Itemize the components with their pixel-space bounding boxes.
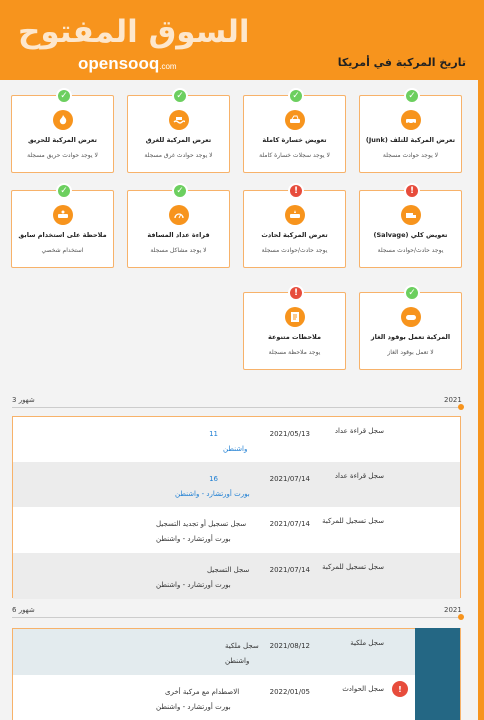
card-title: تعرض المركبة للتلف (Junk) [365,136,456,144]
card-subtitle: لا يوجد حوادث غرق مسجلة [144,152,213,159]
card-gas-fuel[interactable] [359,288,462,370]
table-row[interactable]: سجل قراءة عداد 2021/07/14 16 بورت أورتشارد - واشنطن [13,462,460,507]
row-title: سجل تسجيل للمركبة [322,517,384,525]
logo-arabic[interactable]: السوق المفتوح [18,14,250,50]
card-title: تعرض المركبة للغرق [145,136,212,144]
teal-side-panel [415,628,460,720]
page-title: تاريخ المركبة في أمريكا [337,56,466,69]
card-total-loss[interactable] [243,91,346,173]
row-title: سجل قراءة عداد [334,427,384,435]
warning-icon: ! [404,183,420,199]
row-value: سجل التسجيل [207,566,250,574]
timeline-divider [12,407,458,408]
check-icon: ✓ [288,88,304,104]
row-title: سجل قراءة عداد [334,472,384,480]
timeline-group [12,628,461,720]
notes-icon [285,307,305,327]
usage-icon [53,205,73,225]
card-title: تعرض المركبة لحادث [261,231,328,239]
row-date: 2021/05/13 [269,430,310,438]
table-row[interactable]: سجل قراءة عداد 2021/05/13 11 واشنطن [209,427,384,453]
card-subtitle: يوجد ملاحظة مسجلة [268,349,321,356]
card-flood[interactable] [127,91,230,173]
card-salvage[interactable] [359,186,462,268]
timeline-year: 2021 [444,606,462,614]
check-icon: ✓ [172,88,188,104]
timeline-year: 2021 [444,396,462,404]
timeline-ago: 6 شهور [12,606,35,614]
card-subtitle: لا يوجد حوادث حريق مسجلة [27,152,98,159]
salvage-icon [401,205,421,225]
table-row[interactable] [13,629,460,675]
table-row[interactable] [13,675,460,720]
junk-car-icon [401,110,421,130]
row-location[interactable]: بورت أورتشارد - واشنطن [175,490,250,498]
row-location: بورت أورتشارد - واشنطن [156,581,231,589]
card-subtitle: لا تعمل بوقود الغاز [387,349,434,356]
card-subtitle: يوجد حادث/حوادث مسجلة [377,247,444,254]
row-title: سجل تسجيل للمركبة [322,563,384,571]
accident-warning-icon: ! [392,681,408,697]
row-location[interactable]: واشنطن [223,445,248,453]
row-date: 2022/01/05 [269,688,310,696]
accident-icon [285,205,305,225]
logo-opensooq[interactable] [78,54,177,74]
table-row[interactable] [13,553,460,599]
row-date: 2021/08/12 [269,642,310,650]
warning-icon: ! [288,183,304,199]
header-bar [0,0,484,80]
check-icon: ✓ [56,183,72,199]
timeline-ago: 3 شهور [12,396,35,404]
gas-fuel-icon [401,307,421,327]
card-previous-use[interactable] [11,186,114,268]
card-title: تعويض خسارة كاملة [262,136,327,144]
card-accident[interactable] [243,186,346,268]
timeline-dot [458,614,464,620]
card-odometer[interactable] [127,186,230,268]
odometer-icon [169,205,189,225]
check-icon: ✓ [404,88,420,104]
table-row[interactable] [13,507,460,553]
fire-icon [53,110,73,130]
warning-icon: ! [288,285,304,301]
timeline-dot [458,404,464,410]
card-subtitle: يوجد حادث/حوادث مسجلة [261,247,328,254]
card-title: قراءة عداد المسافة [147,231,210,239]
card-subtitle: استخدام شخصي [41,247,84,254]
check-icon: ✓ [172,183,188,199]
card-subtitle: لا يوجد حوادث مسجلة [382,152,439,159]
row-title: سجل ملكية [350,639,384,647]
row-date: 2021/07/14 [269,566,310,574]
logo-text: opensooq [78,54,160,73]
row-location: بورت أورتشارد - واشنطن [156,703,231,711]
row-value: الاصطدام مع مركبة أخرى [165,688,240,696]
row-date: 2021/07/14 [269,520,310,528]
flood-icon [169,110,189,130]
check-icon: ✓ [404,285,420,301]
row-location: بورت أورتشارد - واشنطن [156,535,231,543]
total-loss-icon [285,110,305,130]
card-notes[interactable] [243,288,346,370]
card-subtitle: لا يوجد سجلات خسارة كاملة [259,152,330,159]
card-title: ملاحظات متنوعة [268,333,321,341]
card-title: ملاحظة على استخدام سابق [18,231,107,239]
row-location: واشنطن [225,657,250,665]
logo-tld: .com [159,62,177,71]
card-junk[interactable] [359,91,462,173]
card-fire[interactable] [11,91,114,173]
check-icon: ✓ [56,88,72,104]
card-subtitle: لا يوجد مشاكل مسجلة [150,247,207,254]
row-title: سجل الحوادث [342,685,384,693]
timeline-divider [12,617,458,618]
card-title: تعويض كلي (Salvage) [373,231,448,239]
row-value: سجل ملكية [225,642,259,650]
timeline-group [12,416,461,598]
card-title: تعرض المركبة للحريق [28,136,97,144]
card-title: المركبة تعمل بوقود الغاز [370,333,451,341]
row-date: 2021/07/14 [269,475,310,483]
row-value: سجل تسجيل أو تجديد التسجيل [156,520,247,528]
page-edge-accent [478,0,484,720]
